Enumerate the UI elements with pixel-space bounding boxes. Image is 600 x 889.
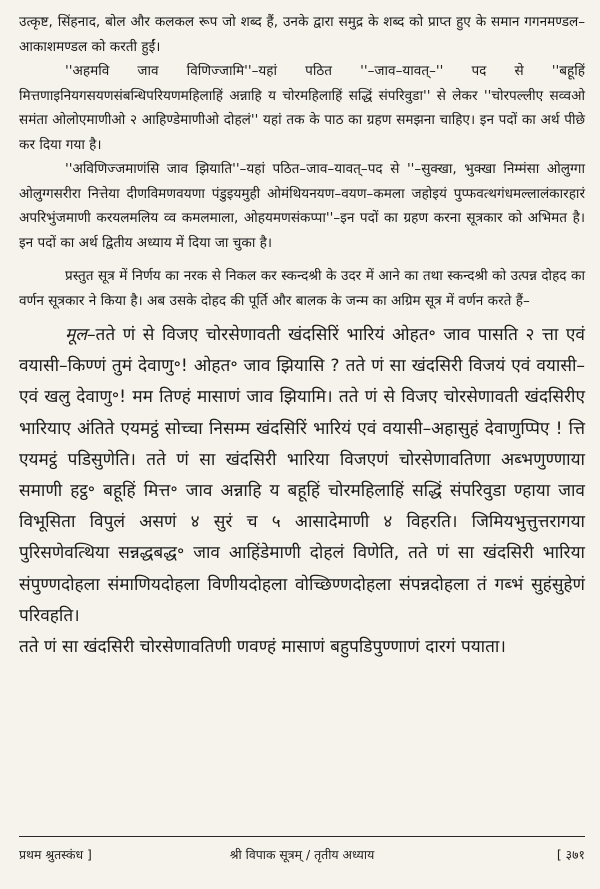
sutra-paragraph: तते णं सा खंदसिरी चोरसेणावतिणी णवण्हं मासाणं बहुपडिपुण्णाणं दारगं पयाता। xyxy=(19,637,506,658)
commentary-paragraph: ''अविणिज्जमाणंसि जाव झियाति''–यहां पठित–जाव–यावत्–पद से ''–सुक्खा, भुक्खा निम्मंसा ओलुग्गा ओलुग्गसरीरा नित्तेया दीणविमणवयणा पंडुइयमुही ओमंथियनयण–वयण–कमला जहोइयं पुप्फवत्थगंधमल्लालंकारहारं अपरिभुंजमाणी करयलमलिय व्व कमलमाला, ओहयमणसंकप्पा''–इन पदों का ग्रहण करना सूत्रकार को अभिमत है। इन पदों का अर्थ द्वितीय अध्याय में दिया जा चुका है। xyxy=(19,161,585,251)
commentary-section xyxy=(19,10,585,313)
commentary-paragraph: ''अहमवि जाव विणिज्जामि''–यहां पठित ''–जाव–यावत्–'' पद से ''बहूहिं मित्तणाइनियगसयणसंबन्धिपरियणमहिलाहिं अन्नाहि य चोरमहिलाहिं सद्धिं संपरिवुडा'' से लेकर ''चोरपल्लीए सव्वओ समंता ओलोएमाणीओ २ आहिण्डेमाणीओ दोहलं'' यहां तक के पाठ का ग्रहण समझना चाहिए। इन पदों का अर्थ पीछे कर दिया गया है। xyxy=(19,63,585,153)
footer-rule xyxy=(19,836,585,837)
sutra-section xyxy=(19,320,585,663)
sutra-text: –तते णं से विजए चोरसेणावती खंदसिरिं भारियं ओहत॰ जाव पासति २ त्ता एवं वयासी–किण्णं तुमं देवाणु॰! ओहत॰ जाव झियासि ? तते णं सा खंदसिरी विजयं एवं वयासी–एवं खलु देवाणु॰! मम तिण्हं मासाणं जाव झियामि। तते णं से विजए चोरसेणावती खंदसिरीए भारियाए अंतिते एयमट्ठं सोच्चा निसम्म खंदसिरिं भारियं एवं वयासी–अहासुहं देवाणुप्पिए ! त्ति एयमट्ठं पडिसुणेति। तते णं सा खंदसिरी भारिया विजएणं चोरसेणावतिणा अब्भणुण्णाया समाणी हट्ठ॰ बहूहिं मित्त॰ जाव अन्नाहि य बहूहिं चोरमहिलाहिं सद्धिं संपरिवुडा ण्हाया जाव विभूसिता विपुलं असणं ४ सुरं च ५ आसादेमाणी ४ विहरति। जिमियभुत्तुत्तरागया पुरिसणेवत्थिया सन्नद्धबद्ध॰ जाव आहिंडेमाणी दोहलं विणेति, तते णं सा खंदसिरी भारिया संपुण्णदोहला संमाणियदोहला विणीयदोहला वोच्छिण्णदोहला संपन्नदोहला तं गब्भं सुहंसुहेणं परिवहति। xyxy=(19,325,585,626)
mula-label: मूल xyxy=(65,325,87,345)
footer-chapter-title: श्री विपाक सूत्रम् / तृतीय अध्याय xyxy=(229,847,375,862)
page-number: [ ३७१ xyxy=(556,847,585,862)
footer-section-name: प्रथम श्रुतस्कंध ] xyxy=(19,847,92,862)
commentary-paragraph: प्रस्तुत सूत्र में निर्णय का नरक से निकल कर स्कन्दश्री के उदर में आने का तथा स्कन्दश्री को उत्पन्न दोहद का वर्णन सूत्रकार ने किया है। अब उसके दोहद की पूर्ति और बालक के जन्म का अग्रिम सूत्र में वर्णन करते हैं– xyxy=(19,268,585,309)
commentary-paragraph: उत्कृष्ट, सिंहनाद, बोल और कलकल रूप जो शब्द हैं, उनके द्वारा समुद्र के शब्द को प्राप्त हुए के समान गगनमण्डल–आकाशमण्डल को करती हुईं। xyxy=(19,14,585,55)
page-body xyxy=(19,10,585,663)
sutra-paragraph xyxy=(19,320,585,632)
